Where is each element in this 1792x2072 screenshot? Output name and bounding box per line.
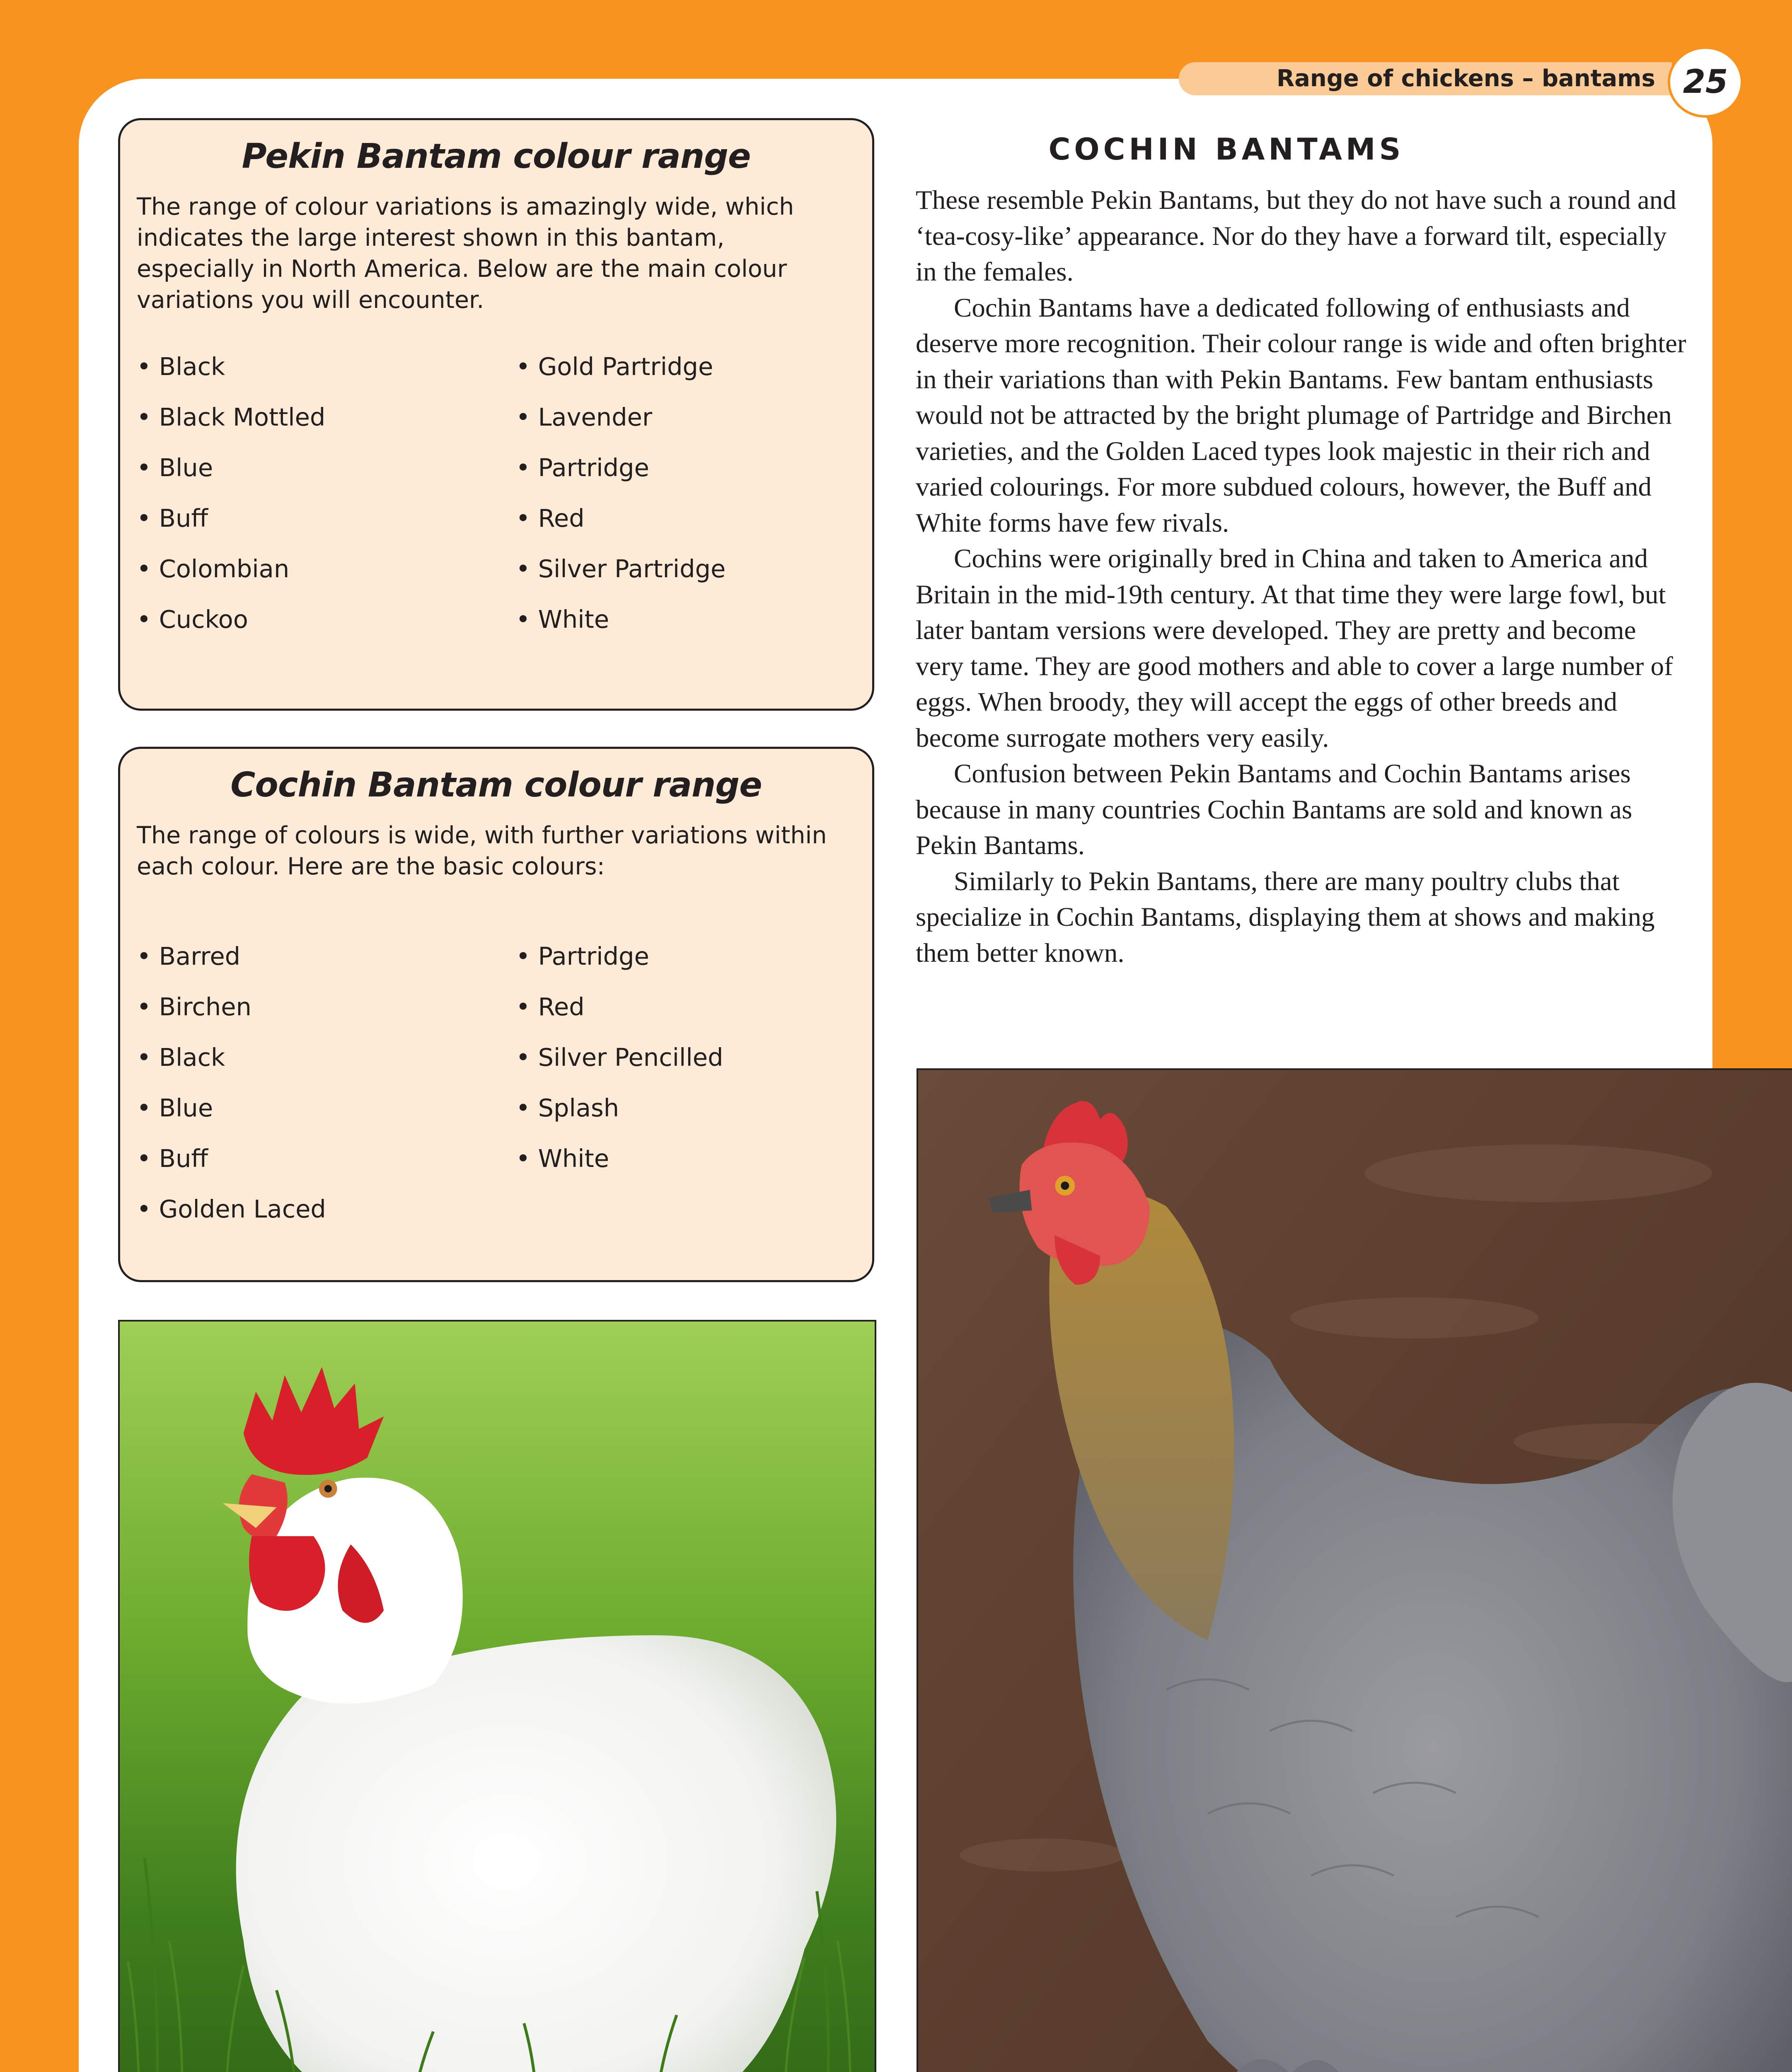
article-paragraph: Confusion between Pekin Bantams and Cochin Bantams arises because in many countries Cochin Bantams are sold and known as Pekin Bantams. bbox=[916, 759, 1632, 860]
cochin-box-title: Cochin Bantam colour range bbox=[230, 765, 762, 805]
pekin-box-title: Pekin Bantam colour range bbox=[242, 137, 751, 176]
article-paragraph: These resemble Pekin Bantams, but they do not have such a round and ‘tea-cosy-like’ appearance. Nor do they have a forward tilt, especially in the females. bbox=[916, 185, 1676, 287]
list-item: • Partridge bbox=[516, 931, 723, 982]
article-paragraph: Similarly to Pekin Bantams, there are many poultry clubs that specialize in Cochin Bantams, displaying them at shows and making them better known. bbox=[916, 866, 1655, 968]
list-item: • Cuckoo bbox=[137, 594, 325, 645]
list-item: • Partridge bbox=[516, 443, 726, 493]
list-item: • Barred bbox=[137, 931, 326, 982]
list-item: • Lavender bbox=[516, 392, 726, 443]
page-number: 25 bbox=[1668, 46, 1743, 118]
list-item: • Buff bbox=[137, 1133, 326, 1184]
list-item: • White bbox=[516, 594, 726, 645]
list-item: • Blue bbox=[137, 443, 325, 493]
article-title: COCHIN BANTAMS bbox=[1048, 132, 1405, 167]
list-item: • Black bbox=[137, 341, 325, 392]
list-item: • Black bbox=[137, 1032, 326, 1083]
list-item: • Silver Pencilled bbox=[516, 1032, 723, 1083]
cochin-box-intro: The range of colours is wide, with further variations within each colour. Here are the basic colours: bbox=[137, 822, 827, 880]
article-paragraph: Cochins were originally bred in China and taken to America and Britain in the mid-19th century. At that time they were large fowl, but later bantam versions were developed. They are pretty and become very tame. They are good mothers and able to cover a large number of eggs. When broody, they will accept the eggs of other breeds and become surrogate mothers very easily. bbox=[916, 544, 1673, 753]
list-item: • Colombian bbox=[137, 544, 325, 594]
article-paragraph: Cochin Bantams have a dedicated following of enthusiasts and deserve more recognition. Their colour range is wide and often brighter in their variations than with Pekin Bantams. Few bantam enthusiasts would not be attracted by the bright plumage of Partridge and Birchen varieties, and the Golden Laced types look majestic in their rich and varied colourings. For more subdued colours, however, the Buff and White forms have few rivals. bbox=[916, 293, 1686, 538]
running-header: Range of chickens – bantams bbox=[1276, 65, 1655, 92]
pekin-colour-list-right bbox=[516, 341, 726, 645]
list-item: • Gold Partridge bbox=[516, 341, 726, 392]
white-cochin-bantam-photo bbox=[118, 1320, 876, 2072]
pekin-colour-list-left bbox=[137, 341, 325, 645]
cochin-colour-list-left bbox=[137, 931, 326, 1234]
article-body bbox=[916, 182, 1686, 971]
list-item: • Buff bbox=[137, 493, 325, 544]
list-item: • Red bbox=[516, 493, 726, 544]
list-item: • Blue bbox=[137, 1083, 326, 1133]
list-item: • Silver Partridge bbox=[516, 544, 726, 594]
pekin-colour-range-box bbox=[118, 118, 874, 711]
list-item: • Splash bbox=[516, 1083, 723, 1133]
list-item: • Black Mottled bbox=[137, 392, 325, 443]
cochin-colour-range-box bbox=[118, 747, 874, 1282]
list-item: • Red bbox=[516, 982, 723, 1032]
pekin-box-intro: The range of colour variations is amazingly wide, which indicates the large interest shown in this bantam, especially in North America. Below are the main colour variations you will encounter. bbox=[137, 193, 794, 314]
list-item: • White bbox=[516, 1133, 723, 1184]
list-item: • Golden Laced bbox=[137, 1184, 326, 1234]
golden-blue-cochin-bantam-photo bbox=[917, 1068, 1792, 2072]
cochin-colour-list-right bbox=[516, 931, 723, 1184]
list-item: • Birchen bbox=[137, 982, 326, 1032]
